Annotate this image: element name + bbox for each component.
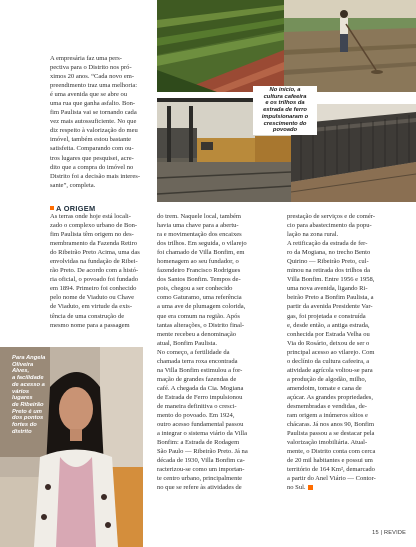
coffee-plantation-photo (157, 0, 284, 92)
article-column-3-text: prestação de serviços e de comér- cio para abastecimento da popu- lação na zona rural. A retificação da estrada de fer- ro da Mogiana, no trecho Bento Quirino — Ribeirão Preto, cul- minou na retirada dos trilhos da Villa Bonfim. Entre 1956 e 1958, uma nova avenida, ligando Ri- beirão Preto a Bonfim Paulista, a partir da avenida Presidente Var- gas, foi projetada e construída e, desde então, a antiga estrada, conhecida por Estrada Velha ou Via do Rosário, deixou de ser o principal acesso ao vilarejo. Com o declínio da cultura cafeeira, a atividade agrícola voltou-se para a produção de algodão, milho, amendoim, tomate e cana de açúcar. As grandes propriedades, desmembradas e vendidas, de- ram origem a inúmeros sítios e chácaras. Já nos anos 90, Bonfim Paulista passou a se destacar pela valorização imobiliária. Atual- mente, o Distrito conta com cerca de 20 mil habitantes e possui um território de 164 Km², demarcado a partir do Anel Viário — Contor- no Sul. (287, 213, 376, 492)
field-worker-photo (284, 0, 416, 92)
footer-separator: | (380, 530, 383, 536)
photo-caption-angela: Para Angela Oliveira Alves, a facilidade de acesso a vários lugares de Ribeirão Preto é um dos pontos fortes do distrito (12, 355, 46, 435)
article-column-2: do trem. Naquele local, também havia uma chave para a abertu- ra e movimentação dos encaixes dos trilhos. Em seguida, o vilarejo foi chamado de Villa Bonfim, em homenagem ao seu fundador, o fazendeiro Francisco Rodrigues dos Santos Bonfim. Tempos de- pois, chegou a ser conhecido como Gaturamo, uma referência a uma ave de plumagem colorida, que era comum na região. Após tantas alterações, o Distrito final- mente recebeu a denominação atual, Bonfim Paulista. No começo, a fertilidade da chamada terra roxa encontrada na Villa Bonfim estimulou a for- mação de grandes fazendas de café. A chegada da Cia. Mogiana de Estrada de Ferro impulsionou de maneira definitiva o cresci- mento do povoado. Em 1924, outro acesso fundamental passou a integrar o sistema viário da Villa Bonfim: a Estrada de Rodagem São Paulo — Ribeirão Preto. Já na década de 1930, Villa Bonfim ca- racterizou-se como um importan- te centro urbano, principalmente no que se refere às atividades de (157, 213, 248, 492)
heading-bullet-icon (50, 206, 54, 210)
magazine-name: REVIDE (383, 530, 406, 536)
end-of-article-icon (308, 485, 313, 490)
page-footer (372, 530, 406, 536)
section-heading-text: A ORIGEM (56, 204, 96, 213)
photo-caption-railway: No início, a cultura cafeeira e os trilhos da estrada de ferro impulsionaram o crescimento do povoado (253, 86, 317, 135)
article-intro-paragraph: A empresária faz uma pers- pectiva para o Distrito nos pró- ximos 20 anos. “Cada novo em- preendimento traz uma melhoria: é uma avenida que se abre ou uma rua que ganha asfalto. Bon- fim Paulista vai se tornando cada vez mais autossuficiente. No que diz respeito à valorização do meu imóvel, também estou bastante satisfeita. Comparando com ou- tros lugares que pesquisei, acre- dito que a compra do imóvel no Distrito foi a decisão mais interes- sante”, completa. (50, 55, 140, 189)
article-column-1: As terras onde hoje está locali- zado o complexo urbano de Bon- fim Paulista têm origem no des- membramento da Fazenda Retiro do Ribeirão Preto Acima, uma das envolvidas na fundação de Ribei- rão Preto. De acordo com a histó- ria oficial, o povoado foi fundado em 1894. Primeiro foi conhecido pelo nome de Viaduto ou Chave de Viaduto, em virtude da exis- tência de uma construção de mesmo nome para a passagem (50, 213, 140, 329)
article-column-3 (287, 212, 409, 492)
page-number: 15 (372, 530, 379, 536)
